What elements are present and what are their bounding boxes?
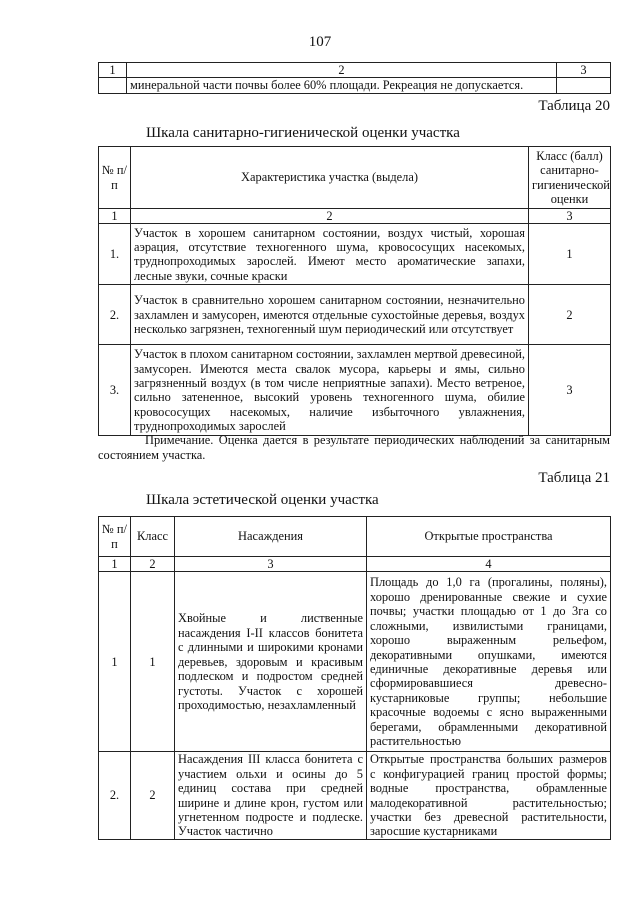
table-row (99, 752, 611, 839)
table-row (99, 78, 611, 93)
header-class: Класс (балл) санитарно-гигиенической оценки (529, 147, 611, 209)
row-class: 3 (529, 345, 611, 436)
row-text: Участок в сравнительно хорошем санитарном состоянии, незначительно захламлен и замусорен, имеются отдельные сухостойные деревья, воздух несколько загрязнен, техногенный шум периодический или отсутствует (131, 285, 529, 345)
table-20-note: Примечание. Оценка дается в результате периодических наблюдений за санитарным состоянием участка. (98, 433, 610, 462)
row-class: 2 (131, 752, 175, 839)
row-num: 2. (99, 752, 131, 839)
table-21-label: Таблица 21 (538, 470, 610, 486)
table-cell: 1 (99, 557, 131, 572)
row-class: 1 (131, 572, 175, 752)
table-cell: 1 (99, 209, 131, 224)
table-cell: 4 (367, 557, 611, 572)
row-num: 1. (99, 224, 131, 285)
row-text: Участок в хорошем санитарном состоянии, воздух чистый, хорошая аэрация, отсутствие техногенного шума, кровососущих насекомых, труднопроходимых зарослей. Имеют место ароматические запахи, лесные звуки, сочные краски (131, 224, 529, 285)
table-cell (557, 78, 611, 93)
row-num: 1 (99, 572, 131, 752)
table-cell: 2 (131, 209, 529, 224)
table-cell: минеральной части почвы более 60% площади. Рекреация не допускается. (127, 78, 557, 93)
table-cell (99, 78, 127, 93)
continuation-table (98, 62, 611, 94)
header-plantings: Насаждения (175, 517, 367, 557)
table-row (99, 285, 611, 345)
page-number: 107 (308, 34, 332, 50)
table-index-row (99, 557, 611, 572)
row-plantings: Хвойные и лиственные насаждения I-II классов бонитета с длинными и широкими кронами деревьев, здоровым и красивым подлеском и подростом средней густоты. Участок с хорошей проходимостью, незахламленный (175, 572, 367, 752)
row-class: 1 (529, 224, 611, 285)
table-row (99, 345, 611, 436)
row-class: 2 (529, 285, 611, 345)
header-open-spaces: Открытые пространства (367, 517, 611, 557)
table-cell: 1 (99, 63, 127, 78)
header-num: № п/п (99, 517, 131, 557)
table-row (99, 224, 611, 285)
row-num: 2. (99, 285, 131, 345)
table-cell: 2 (127, 63, 557, 78)
table-21 (98, 516, 611, 840)
row-text: Участок в плохом санитарном состоянии, захламлен мертвой древесиной, замусорен. Имеются места свалок мусора, карьеры и ямы, сильно загрязненный воздух (в том числе неприятные запахи). Место ветреное, сильно затененное, высокий уровень техногенного шума, обилие кровососущих насекомых, наличие избыточного увлажнения, труднопроходимых зарослей (131, 345, 529, 436)
table-row (99, 572, 611, 752)
table-20 (98, 146, 611, 436)
table-20-label: Таблица 20 (538, 98, 610, 114)
header-class: Класс (131, 517, 175, 557)
table-cell: 3 (175, 557, 367, 572)
table-cell: 2 (131, 557, 175, 572)
table-row (99, 63, 611, 78)
row-open-spaces: Площадь до 1,0 га (прогалины, поляны), хорошо дренированные свежие и сухие почвы; участки площадью от 1 до 3га со сложными, извилистыми границами, хорошо выраженным рельефом, декоративными опушками, имеются единичные декоративные деревья или сформировавшиеся древесно-кустарниковые группы; небольшие красочные водоемы с ясно выраженными берегами, обрамленными декоративной растительностью (367, 572, 611, 752)
header-characteristic: Характеристика участка (выдела) (131, 147, 529, 209)
row-num: 3. (99, 345, 131, 436)
table-21-title: Шкала эстетической оценки участка (146, 492, 379, 508)
table-cell: 3 (557, 63, 611, 78)
table-cell: 3 (529, 209, 611, 224)
row-plantings: Насаждения III класса бонитета с участием ольхи и осины до 5 единиц состава при средней ширине и длине крон, густом или угнетенном подросте и подлеске. Участок частично (175, 752, 367, 839)
table-index-row (99, 209, 611, 224)
table-20-title: Шкала санитарно-гигиенической оценки участка (146, 125, 460, 141)
table-header-row (99, 147, 611, 209)
header-num: № п/п (99, 147, 131, 209)
table-header-row (99, 517, 611, 557)
row-open-spaces: Открытые пространства больших размеров с конфигурацией границ простой формы; водные пространства, обрамленные малодекоративной растительностью; участки без древесной растительности, заросшие кустарниками (367, 752, 611, 839)
